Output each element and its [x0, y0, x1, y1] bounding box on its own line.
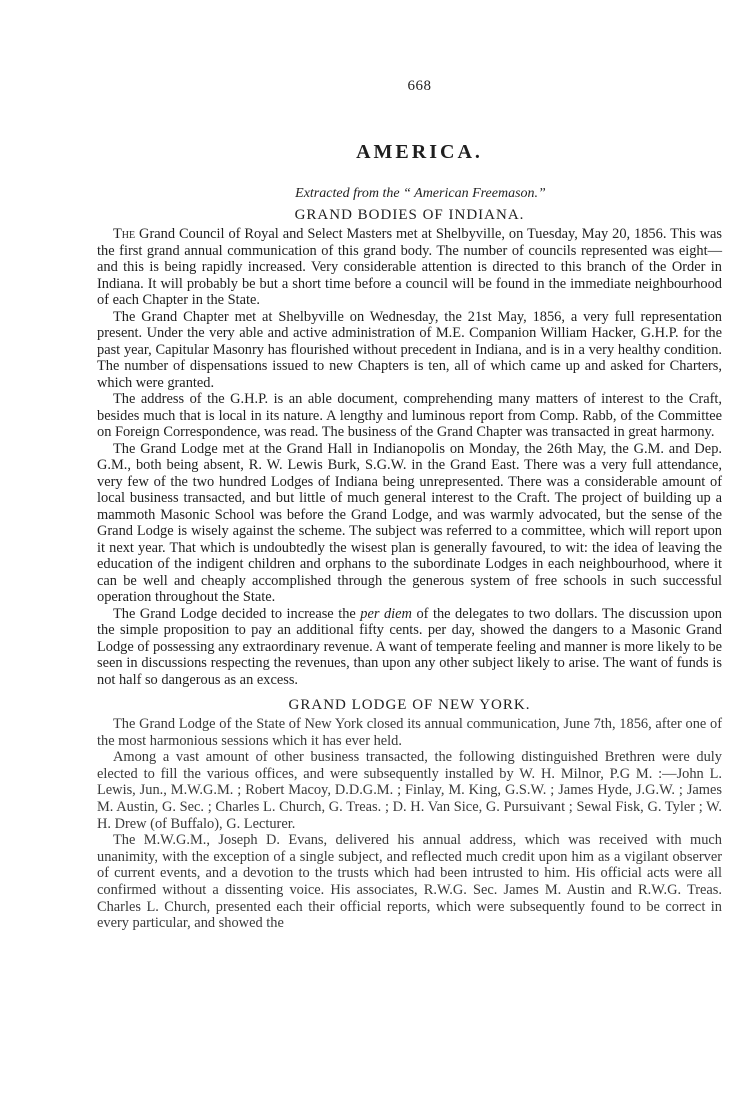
paragraph-text: The Grand Lodge decided to increase the: [113, 605, 361, 622]
source-line: Extracted from the “ American Freemason.”: [295, 186, 546, 201]
paragraph: The M.W.G.M., Joseph D. Evans, delivered his annual address, which was received with much unanimity, with the exception of a single subject, and reflected much credit upon him as a vigilant observer of current events, and a devotion to the trusts which had been intrusted to him. His official acts were all confirmed without a dissenting voice. His associates, R.W.G. Sec. James M. Austin and R.W.G. Treas. Charles L. Church, presented each their official reports, which were subsequently found to be correct in every particular, and showed the: [97, 832, 722, 932]
section-new-york: [97, 697, 722, 932]
paragraph-text: of the delegates to two dollars. The discussion upon the simple proposition to pay an additional fifty cents. per day, showed the dangers to a Masonic Grand Lodge of possessing any extraordinary revenue. A want of temperate feeling and manner is more likely to be seen in discussions respecting the revenues, than upon any other subject likely to arise. The want of funds is not half so dangerous as an excess.: [97, 605, 722, 688]
paragraph-text: Grand Council of Royal and Select Masters met at Shelbyville, on Tuesday, May 20, 1856. This was the first grand annual communication of this grand body. The number of councils represented was eight—and this is being rapidly increased. Very considerable attention is directed to this branch of the Order in Indiana. It will probably be but a short time before a council will be found in the immediate neighbourhood of each Chapter in the State.: [97, 226, 722, 308]
italic-term: per diem: [360, 605, 412, 622]
paragraph: Among a vast amount of other business transacted, the following distinguished Brethren were duly elected to fill the various offices, and were subsequently installed by W. H. Milnor, P.G M. :—John L. Lewis, Jun., M.W.G.M. ; Robert Macoy, D.D.G.M. ; Finlay, M. King, G.S.W. ; James Hyde, J.G.W. ; James M. Austin, G. Sec. ; Charles L. Church, G. Treas. ; D. H. Van Sice, G. Pursuivant ; Sewal Fisk, G. Tyler ; W. H. Drew (of Buffalo), G. Lecturer.: [97, 749, 722, 832]
section-heading: GRAND LODGE OF NEW YORK.: [288, 697, 531, 713]
section-indiana: [97, 207, 722, 688]
section-heading: GRAND BODIES OF INDIANA.: [294, 207, 525, 223]
paragraph-lead: The: [113, 226, 136, 242]
paragraph: The Grand Chapter met at Shelbyville on Wednesday, the 21st May, 1856, a very full representation present. Under the very able and active administration of M.E. Companion William Hacker, G.H.P. for the past year, Capitular Masonry has flourished without precedent in Indiana, and is in a very healthy condition. The number of dispensations issued to new Chapters is ten, all of which came up and asked for Charters, which were granted.: [97, 308, 722, 391]
paragraph: The Grand Lodge met at the Grand Hall in Indianopolis on Monday, the 26th May, the G.M. and Dep. G.M., both being absent, R. W. Lewis Burk, S.G.W. in the Grand East. There was a very full attendance, very few of the two hundred Lodges of Indiana being unrepresented. There was a considerable amount of local business transacted, and but little of much general interest to the Craft. The project of building up a mammoth Masonic School was before the Grand Lodge, and was warmly advocated, but the sense of the Grand Lodge is wisely against the scheme. The subject was referred to a committee, which will report upon it next year. That which is undoubtedly the wisest plan is generally favoured, to wit: the idea of leaving the education of the indigent children and orphans to the subordinate Lodges in each neighbourhood, where it can be well and cheaply accomplished through the generous system of free schools in such successful operation throughout the State.: [97, 440, 722, 605]
paragraph: The address of the G.H.P. is an able document, comprehending many matters of interest to the Craft, besides much that is local in its nature. A lengthy and luminous report from Comp. Rabb, of the Committee on Foreign Correspondence, was read. The business of the Grand Chapter was transacted in great harmony.: [97, 391, 722, 440]
paragraph: [97, 606, 722, 689]
paragraph: The Grand Lodge of the State of New York closed its annual communication, June 7th, 1856, after one of the most harmonious sessions which it has ever held.: [97, 716, 722, 749]
paragraph: [97, 226, 722, 309]
article-title: AMERICA.: [356, 141, 483, 163]
page-number: 668: [407, 78, 432, 94]
document-page: [97, 78, 722, 932]
